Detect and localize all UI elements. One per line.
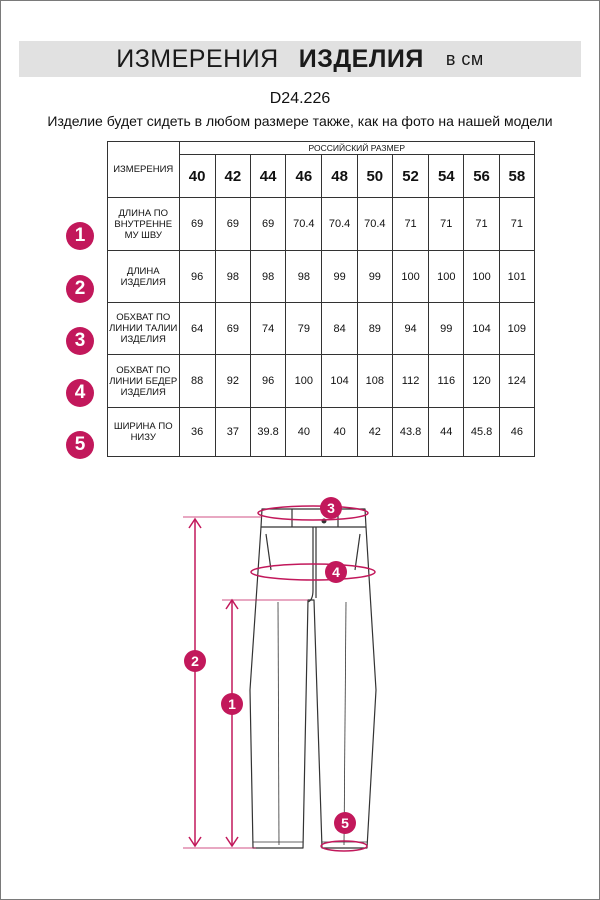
table-row: [108, 355, 535, 408]
table-cell: 74: [250, 303, 285, 355]
size-header: 54: [429, 155, 464, 198]
table-cell: 70.4: [286, 198, 322, 251]
table-cell: 100: [429, 251, 464, 303]
table-cell: 46: [499, 408, 534, 457]
diagram-marker-1: 1: [228, 696, 236, 712]
table-cell: 43.8: [392, 408, 428, 457]
table-cell: 99: [357, 251, 392, 303]
row-badge-1: 1: [66, 222, 94, 250]
table-cell: 71: [499, 198, 534, 251]
table-cell: 104: [464, 303, 499, 355]
table-cell: 124: [499, 355, 534, 408]
table-cell: 98: [286, 251, 322, 303]
size-header: 44: [250, 155, 285, 198]
table-cell: 71: [392, 198, 428, 251]
size-header: 40: [179, 155, 215, 198]
table-cell: 96: [250, 355, 285, 408]
header-title-item: ИЗДЕЛИЯ: [298, 44, 424, 73]
table-cell: 92: [215, 355, 250, 408]
trousers-diagram: [0, 490, 600, 870]
table-row: [108, 408, 535, 457]
size-header: 48: [322, 155, 357, 198]
table-cell: 70.4: [357, 198, 392, 251]
diagram-marker-3: 3: [327, 500, 335, 516]
table-cell: 89: [357, 303, 392, 355]
table-cell: 69: [215, 198, 250, 251]
trousers-outline: [250, 509, 376, 848]
table-row: [108, 251, 535, 303]
row-label: ОБХВАТ ПО ЛИНИИ БЕДЕР ИЗДЕЛИЯ: [108, 355, 180, 408]
header-title-measurements: ИЗМЕРЕНИЯ: [116, 44, 279, 73]
table-cell: 45.8: [464, 408, 499, 457]
table-cell: 79: [286, 303, 322, 355]
article-number: D24.226: [269, 90, 331, 107]
table-cell: 84: [322, 303, 357, 355]
size-header: 50: [357, 155, 392, 198]
diagram-marker-2: 2: [191, 653, 199, 669]
fit-note: Изделие будет сидеть в любом размере также, как на фото на нашей модели: [47, 113, 553, 129]
header-unit: в см: [445, 48, 484, 69]
table-cell: 69: [215, 303, 250, 355]
size-table: [107, 141, 535, 457]
row-label: ШИРИНА ПО НИЗУ: [108, 408, 180, 457]
table-cell: 99: [322, 251, 357, 303]
table-cell: 37: [215, 408, 250, 457]
header-bar: [19, 41, 581, 77]
table-cell: 44: [429, 408, 464, 457]
size-header: 52: [392, 155, 428, 198]
table-cell: 98: [250, 251, 285, 303]
table-cell: 71: [464, 198, 499, 251]
table-cell: 100: [286, 355, 322, 408]
table-cell: 98: [215, 251, 250, 303]
table-cell: 109: [499, 303, 534, 355]
table-cell: 42: [357, 408, 392, 457]
table-cell: 100: [392, 251, 428, 303]
table-cell: 64: [179, 303, 215, 355]
row-badge-3: 3: [66, 327, 94, 355]
size-header: 56: [464, 155, 499, 198]
size-header: 46: [286, 155, 322, 198]
row-label: ОБХВАТ ПО ЛИНИИ ТАЛИИ ИЗДЕЛИЯ: [108, 303, 180, 355]
size-header: 42: [215, 155, 250, 198]
size-group-title: РОССИЙСКИЙ РАЗМЕР: [179, 142, 535, 155]
row-badge-2: 2: [66, 275, 94, 303]
table-cell: 94: [392, 303, 428, 355]
row-badge-5: 5: [66, 431, 94, 459]
table-cell: 112: [392, 355, 428, 408]
table-row: [108, 303, 535, 355]
size-header: 58: [499, 155, 534, 198]
table-cell: 71: [429, 198, 464, 251]
table-cell: 36: [179, 408, 215, 457]
diagram-marker-5: 5: [341, 815, 349, 831]
table-cell: 40: [286, 408, 322, 457]
measurements-header: ИЗМЕРЕНИЯ: [108, 142, 180, 198]
table-cell: 99: [429, 303, 464, 355]
table-cell: 70.4: [322, 198, 357, 251]
table-cell: 69: [179, 198, 215, 251]
table-cell: 40: [322, 408, 357, 457]
diagram-markers: [184, 497, 356, 834]
row-label: ДЛИНА ПО ВНУТРЕННЕ МУ ШВУ: [108, 198, 180, 251]
diagram-marker-4: 4: [332, 564, 340, 580]
row-label: ДЛИНА ИЗДЕЛИЯ: [108, 251, 180, 303]
table-cell: 96: [179, 251, 215, 303]
row-badge-4: 4: [66, 379, 94, 407]
table-cell: 88: [179, 355, 215, 408]
table-cell: 100: [464, 251, 499, 303]
table-cell: 120: [464, 355, 499, 408]
table-cell: 104: [322, 355, 357, 408]
table-cell: 69: [250, 198, 285, 251]
table-cell: 101: [499, 251, 534, 303]
table-row: [108, 198, 535, 251]
table-cell: 116: [429, 355, 464, 408]
table-cell: 39.8: [250, 408, 285, 457]
table-cell: 108: [357, 355, 392, 408]
